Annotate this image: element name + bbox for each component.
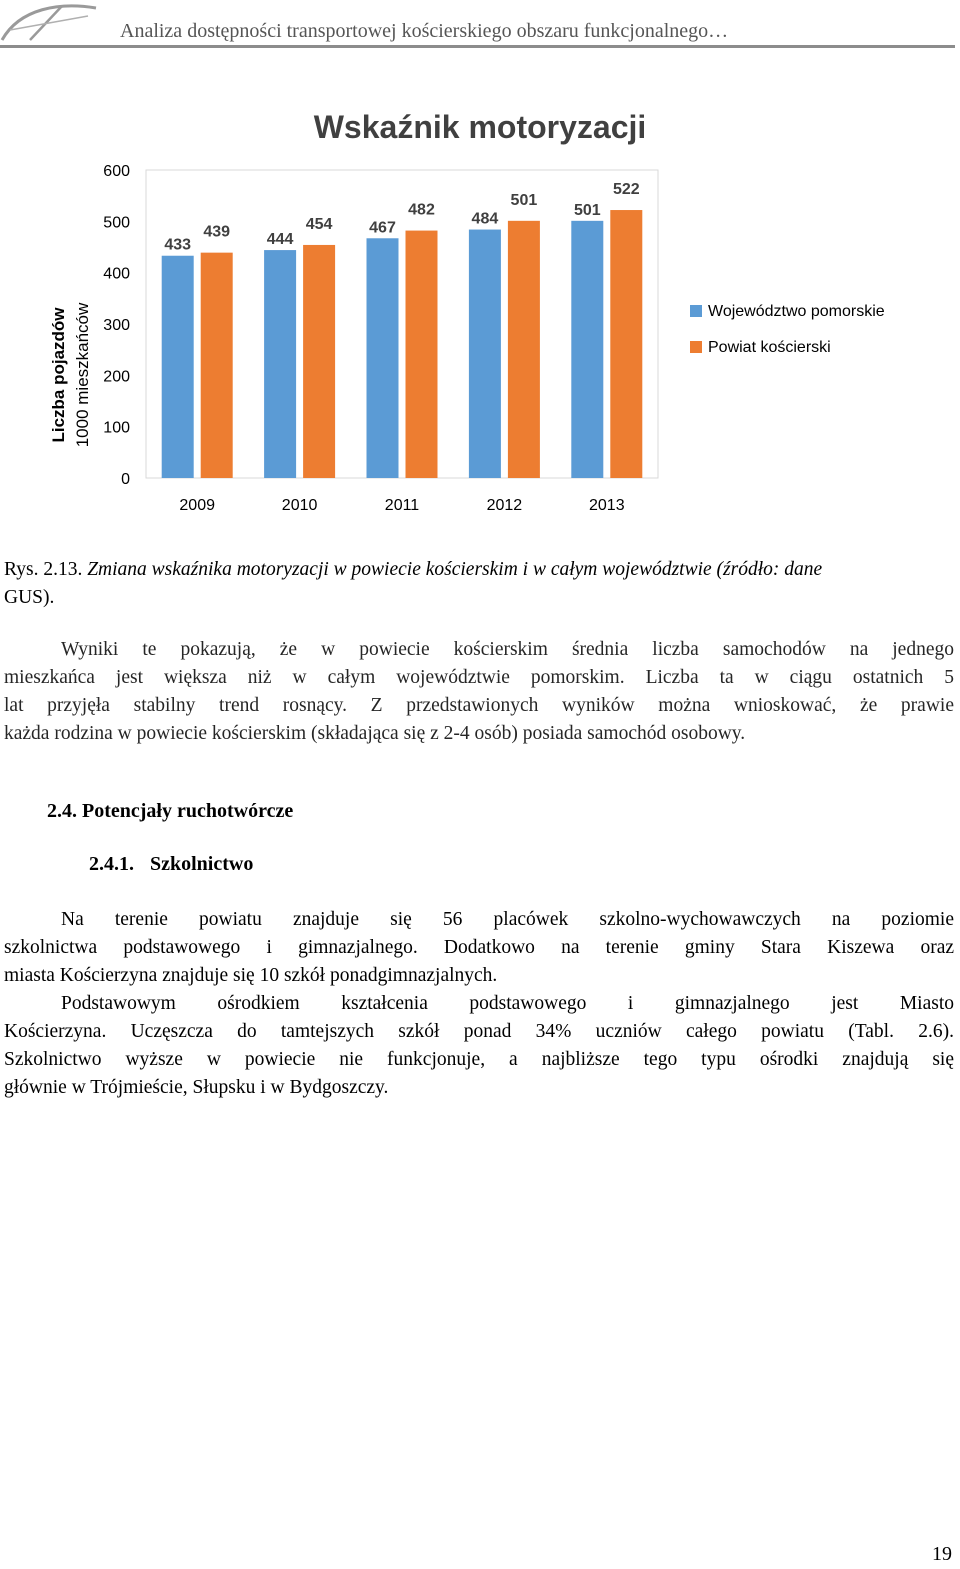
y-tick-label: 300	[103, 317, 130, 334]
subsection-number: 2.4.1.	[89, 853, 134, 875]
paragraph-line: Wyniki te pokazują, że w powiecie kościerskim średnia liczba samochodów na jednego	[61, 639, 954, 660]
legend-swatch	[690, 305, 702, 317]
x-tick-label: 2010	[281, 497, 318, 514]
paragraph-education-center	[4, 990, 954, 1102]
paragraph-line: każda rodzina w powiecie kościerskim (składająca się z 2-4 osób) posiada samochód osobowy.	[4, 723, 746, 744]
bar	[406, 231, 438, 478]
figure-caption	[4, 556, 954, 612]
paragraph-line: głównie w Trójmieście, Słupsku i w Bydgoszczy.	[4, 1077, 389, 1098]
data-label: 482	[408, 201, 435, 219]
caption-prefix: Rys. 2.13.	[4, 559, 83, 580]
document-header-title: Analiza dostępności transportowej kościerskiego obszaru funkcjonalnego…	[120, 20, 729, 42]
logo-icon	[0, 0, 100, 46]
data-label: 444	[266, 231, 294, 249]
data-label: 522	[612, 181, 640, 199]
caption-tail: GUS).	[4, 587, 55, 608]
caption-text: Zmiana wskaźnika motoryzacji w powiecie kościerskim i w całym województwie (źródło: dane	[87, 559, 823, 580]
paragraph-line: Na terenie powiatu znajduje się 56 placówek szkolno-wychowawczych na poziomie	[61, 909, 954, 930]
data-label: 501	[573, 201, 601, 219]
paragraph-line: szkolnictwa podstawowego i gimnazjalnego. Dodatkowo na terenie gminy Stara Kiszewa oraz	[4, 937, 954, 958]
data-label: 454	[305, 215, 333, 233]
section-heading: 2.4. Potencjały ruchotwórcze	[47, 800, 294, 822]
bar	[469, 230, 501, 478]
legend-label: Województwo pomorskie	[708, 303, 885, 320]
bar	[571, 221, 603, 478]
data-label: 484	[471, 210, 499, 228]
bar	[201, 253, 233, 478]
paragraph-line: miasta Kościerzyna znajduje się 10 szkół ponadgimnazjalnych.	[4, 965, 498, 986]
bar	[508, 221, 540, 478]
data-label: 467	[369, 219, 396, 237]
paragraph-line: Podstawowym ośrodkiem kształcenia podstawowego i gimnazjalnego jest Miasto	[61, 993, 954, 1014]
legend-swatch	[690, 341, 702, 353]
y-tick-label: 400	[103, 265, 130, 283]
y-tick-label: 500	[103, 214, 130, 232]
bar	[264, 250, 296, 478]
y-axis-label-line1: Liczba pojazdów	[49, 307, 68, 443]
chart-title: Wskaźnik motoryzacji	[313, 109, 647, 145]
y-axis-label-line2: 1000 mieszkańców	[73, 302, 92, 448]
paragraph-schools	[4, 906, 954, 990]
header-divider	[0, 45, 955, 48]
subsection-heading	[89, 853, 253, 876]
y-tick-label: 200	[103, 368, 130, 386]
bar	[303, 245, 335, 478]
paragraph-line: lat przyjęła stabilny trend rosnący. Z przedstawionych wyników można wnioskować, że prawie	[4, 695, 954, 716]
chart-legend	[690, 303, 885, 356]
x-tick-label: 2012	[486, 497, 523, 514]
bar-series	[162, 181, 643, 478]
x-axis	[179, 497, 624, 514]
paragraph-line: Kościerzyna. Uczęszcza do tamtejszych szkół ponad 34% uczniów całego powiatu (Tabl. 2.6).	[4, 1021, 954, 1042]
x-tick-label: 2009	[179, 497, 215, 514]
motorization-chart	[40, 100, 940, 530]
chart-canvas	[40, 100, 940, 530]
data-label: 433	[164, 236, 192, 254]
paragraph-motorization	[4, 636, 954, 748]
x-tick-label: 2011	[384, 497, 420, 514]
subsection-title: Szkolnictwo	[150, 853, 254, 875]
paragraph-line: Szkolnictwo wyższe w powiecie nie funkcjonuje, a najbliższe tego typu ośrodki znajdują się	[4, 1049, 954, 1070]
bar	[610, 210, 642, 478]
paragraph-line: mieszkańca jest większa niż w całym województwie pomorskim. Liczba ta w ciągu ostatnich 5	[4, 667, 954, 688]
bar	[367, 238, 399, 478]
y-tick-label: 100	[103, 419, 130, 437]
page-number: 19	[932, 1543, 952, 1565]
data-label: 439	[203, 223, 231, 241]
bar	[162, 256, 194, 478]
x-tick-label: 2013	[589, 497, 625, 514]
y-axis	[103, 163, 130, 488]
data-label: 501	[510, 191, 538, 209]
y-tick-label: 600	[103, 163, 130, 180]
legend-label: Powiat kościerski	[708, 339, 831, 356]
y-tick-label: 0	[121, 471, 130, 488]
